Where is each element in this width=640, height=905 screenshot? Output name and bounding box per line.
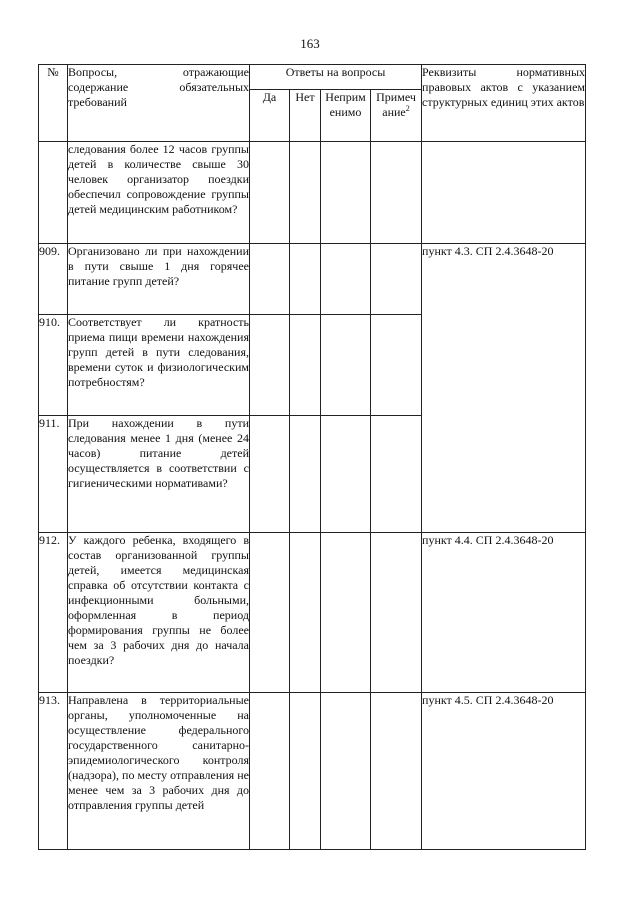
table-row: [39, 693, 586, 850]
answer-note-cell[interactable]: [371, 244, 422, 315]
answer-na-cell[interactable]: [321, 142, 371, 244]
row-requisite: [422, 142, 586, 244]
row-number: 913.: [39, 693, 68, 850]
answer-no-cell[interactable]: [290, 533, 321, 693]
row-question: У каждого ребенка, входящего в состав организованной группы детей, имеется медицинская справка об отсутствии контакта с инфекционными больными, оформленная в период формирования группы не более чем за 3 рабочих дня до начала поездки?: [68, 533, 250, 693]
answer-na-cell[interactable]: [321, 416, 371, 533]
answer-no-cell[interactable]: [290, 244, 321, 315]
row-question: Соответствует ли кратность приема пищи времени нахождения групп детей в пути следования, времени суток и физиологическим потребностям?: [68, 315, 250, 416]
header-not-applicable: Неприм енимо: [321, 90, 371, 142]
row-question: При нахождении в пути следования менее 1 дня (менее 24 часов) питание детей осуществляется в соответствии с гигиеническими нормативами?: [68, 416, 250, 533]
header-note: [371, 90, 422, 142]
table-row: [39, 142, 586, 244]
header-no: Нет: [290, 90, 321, 142]
row-question: Организовано ли при нахождении в пути свыше 1 дня горячее питание групп детей?: [68, 244, 250, 315]
header-note-text: Примеч ание: [376, 90, 416, 119]
answer-yes-cell[interactable]: [250, 142, 290, 244]
answer-na-cell[interactable]: [321, 693, 371, 850]
header-yes: Да: [250, 90, 290, 142]
header-question: Вопросы, отражающие содержание обязательных требований: [68, 65, 250, 142]
answer-na-cell[interactable]: [321, 315, 371, 416]
header-answers: Ответы на вопросы: [250, 65, 422, 90]
answer-yes-cell[interactable]: [250, 533, 290, 693]
row-number: 909.: [39, 244, 68, 315]
header-num: №: [39, 65, 68, 142]
header-requisites: Реквизиты нормативных правовых актов с указанием структурных единиц этих актов: [422, 65, 586, 142]
answer-no-cell[interactable]: [290, 315, 321, 416]
answer-no-cell[interactable]: [290, 142, 321, 244]
row-number: 911.: [39, 416, 68, 533]
row-question: Направлена в территориальные органы, уполномоченные на осуществление федерального государственного санитарно-эпидемиологического контроля (надзора), по месту отправления не менее чем за 3 рабочих дня до отправления группы детей: [68, 693, 250, 850]
answer-yes-cell[interactable]: [250, 416, 290, 533]
answer-note-cell[interactable]: [371, 416, 422, 533]
row-question: следования более 12 часов группы детей в количестве свыше 30 человек организатор поездки обеспечил сопровождение группы детей медицинским работником?: [68, 142, 250, 244]
answer-na-cell[interactable]: [321, 533, 371, 693]
row-number: [39, 142, 68, 244]
header-note-footnote: 2: [405, 104, 410, 113]
answer-note-cell[interactable]: [371, 533, 422, 693]
answer-no-cell[interactable]: [290, 416, 321, 533]
table-row: [39, 533, 586, 693]
answer-na-cell[interactable]: [321, 244, 371, 315]
row-requisite: пункт 4.3. СП 2.4.3648-20: [422, 244, 586, 533]
row-requisite: пункт 4.4. СП 2.4.3648-20: [422, 533, 586, 693]
header-row-1: [39, 65, 586, 90]
answer-note-cell[interactable]: [371, 315, 422, 416]
answer-yes-cell[interactable]: [250, 693, 290, 850]
requirements-table: [38, 64, 586, 850]
page-number: 163: [300, 36, 320, 51]
answer-no-cell[interactable]: [290, 693, 321, 850]
answer-yes-cell[interactable]: [250, 315, 290, 416]
answer-note-cell[interactable]: [371, 142, 422, 244]
row-number: 910.: [39, 315, 68, 416]
row-number: 912.: [39, 533, 68, 693]
answer-note-cell[interactable]: [371, 693, 422, 850]
answer-yes-cell[interactable]: [250, 244, 290, 315]
table-row: [39, 244, 586, 315]
row-requisite: пункт 4.5. СП 2.4.3648-20: [422, 693, 586, 850]
